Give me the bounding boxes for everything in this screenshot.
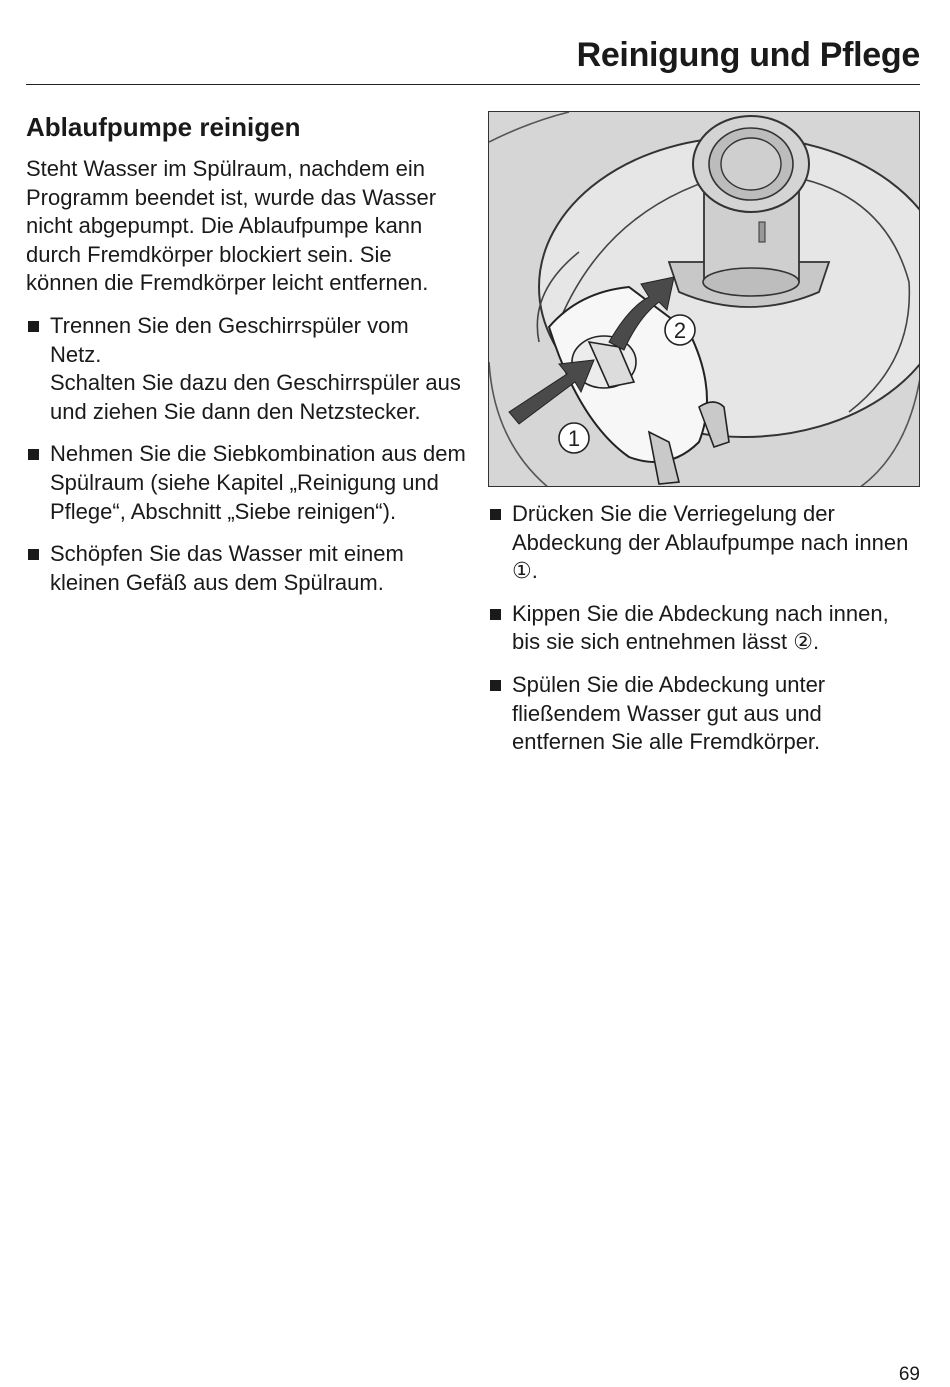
square-bullet-icon <box>26 440 50 526</box>
section-heading: Ablaufpumpe reinigen <box>26 112 301 142</box>
list-item <box>26 540 466 597</box>
list-item-text: Schöpfen Sie das Wasser mit einem kleinen Gefäß aus dem Spülraum. <box>50 541 404 595</box>
page-number: 69 <box>898 1364 920 1385</box>
list-item <box>488 671 920 757</box>
list-item-text: Spülen Sie die Abdeckung unter fließendem Wasser gut aus und entfernen Sie alle Fremdkörper. <box>512 671 826 755</box>
list-item-text: Drücken Sie die Verriegelung der Abdeckung der Ablaufpumpe nach innen ①. <box>512 501 909 584</box>
page-header-title: Reinigung und Pflege <box>576 36 920 74</box>
list-item-text: Kippen Sie die Abdeckung nach innen, bis sie sich entnehmen lässt ②. <box>512 600 889 655</box>
callout-1-label: 1 <box>567 426 581 451</box>
list-item <box>488 500 920 586</box>
drain-pump-illustration <box>488 111 920 487</box>
list-item <box>26 440 466 526</box>
list-item-text: Trennen Sie den Geschirrspüler vom Netz. Schalten Sie dazu den Geschirrspüler aus und ziehen Sie dann den Netzstecker. <box>50 312 461 424</box>
right-column <box>488 500 920 771</box>
callout-2-label: 2 <box>673 318 687 343</box>
square-bullet-icon <box>488 671 512 757</box>
header-divider <box>26 84 920 85</box>
square-bullet-icon <box>26 312 50 426</box>
list-item <box>26 312 466 426</box>
square-bullet-icon <box>488 500 512 586</box>
square-bullet-icon <box>26 540 50 597</box>
square-bullet-icon <box>488 600 512 657</box>
list-item <box>488 600 920 657</box>
left-column <box>26 108 466 611</box>
intro-paragraph: Steht Wasser im Spülraum, nachdem ein Programm beendet ist, wurde das Wasser nicht abgepumpt. Die Ablaufpumpe kann durch Fremdkörper blockiert sein. Sie können die Fremdkörper leicht entfernen. <box>26 156 437 296</box>
list-item-text: Nehmen Sie die Siebkombination aus dem Spülraum (siehe Kapitel „Reinigung und Pflege“, Abschnitt „Siebe reinigen“). <box>50 441 466 524</box>
